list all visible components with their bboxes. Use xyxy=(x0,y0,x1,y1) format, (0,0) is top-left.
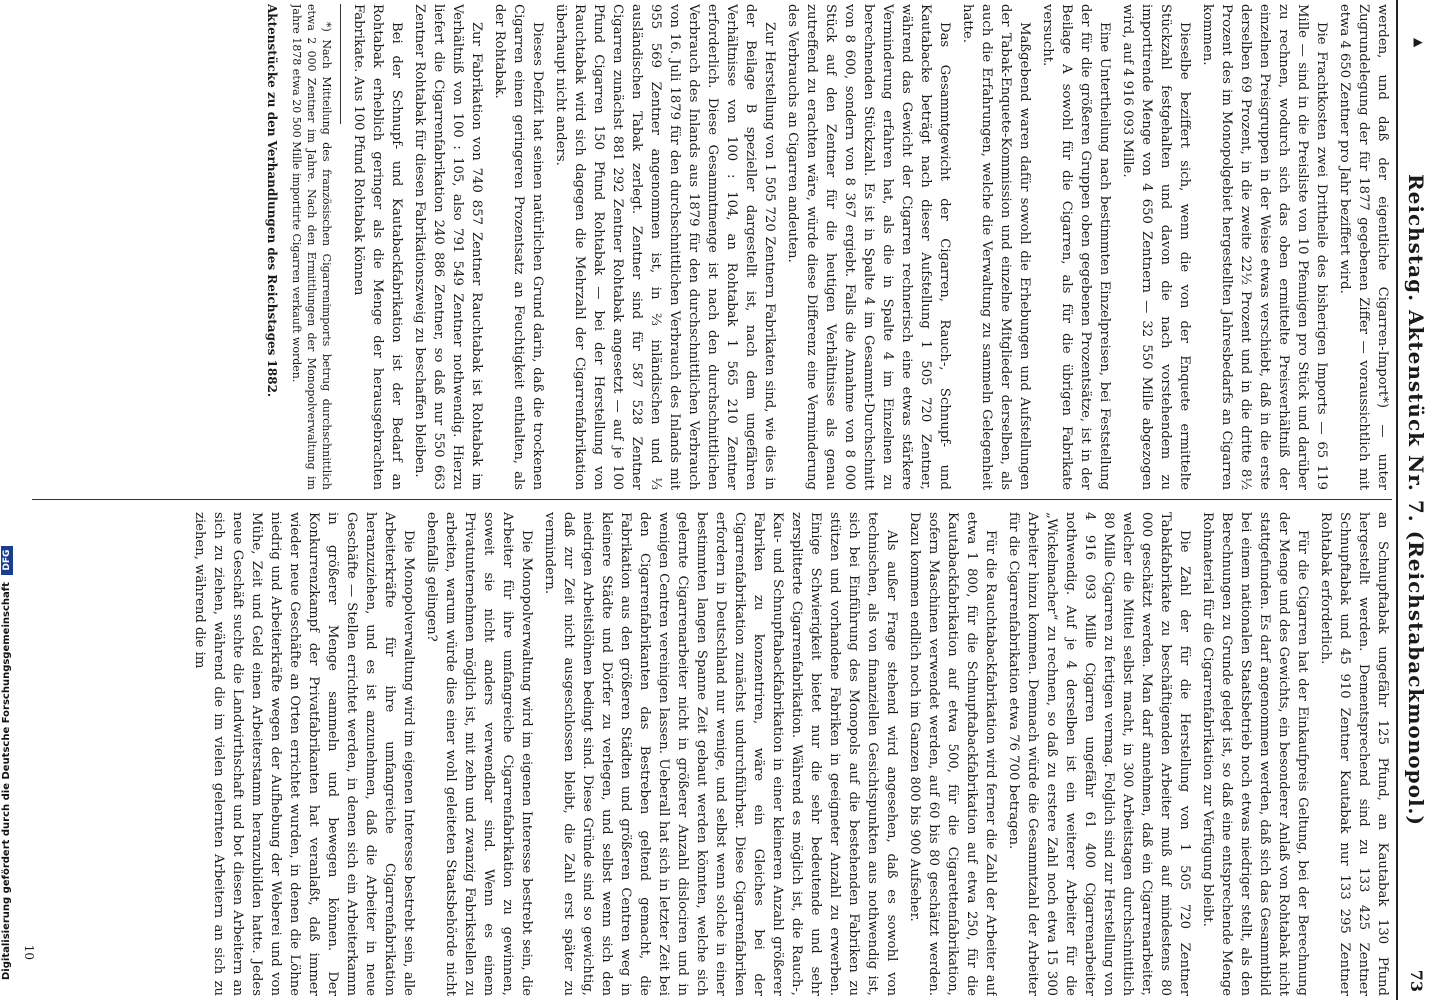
paragraph: Die Frachtkosten zwei Drittheile des bisherigen Imports — 65 119 Mille — sind in die Preisliste von 10 Pfennigen pro Stück und darüber zu rechnen, wodurch sich das oben ermittelte Preisverhältniß der einzelnen Preisgruppen in der Weise etwas verschiebt, daß in die erste derselben 69 Prozent, in die zweite 22½ Prozent und in die dritte 8½ Prozent des im Monopolgebiet hergestellten Jahresbedarfs an Cigarren kommen. xyxy=(1200,4,1329,490)
right-column xyxy=(32,512,1392,996)
page-footer-title: Aktenstücke zu den Verhandlungen des Reichstages 1882. xyxy=(265,4,279,398)
paragraph: Das Gesammtgewicht der Cigarren, Rauch-, Schnupf- und Kautabacke beträgt nach dieser Aufstellung 1 505 720 Zentner, während das Gewicht der Cigarren rechnerisch eine etwas stärkere Verminderung erfahren hat, als die in Spalte 4 im Einzelnen zu berechnenden Stückzahl. Es ist in Spalte 4 im Gesammt-Durchschnitt von 8 600, sondern von 8 367 ergiebt. Falls die Annahme von 8 000 Stück auf den Zentner für die heutigen Verhältnisse als genau zutreffend zu erachten wäre, würde diese Differenz eine Verminderung des Verbrauchs an Cigarren andeuten. xyxy=(785,4,952,490)
paragraph: Für die Cigarren hat der Einkaufpreis Geltung, bei der Berechnung der Menge und des Gewichts, ein besonderer Anlaß von Rohtabak nicht stattgefunden. Es darf angenommen werden, daß sich das Gesammtbild bei einem nationalen Staatsbetrieb noch etwas niedriger stellt, als den Berechnungen zu Grunde gelegt ist, so daß eine entsprechende Menge Rohmaterial für die Cigarrenfabrikation zur Verfügung bleibt. xyxy=(1200,512,1310,996)
paragraph: Für die Rauchtabackfabrikation wird ferner die Zahl der Arbeiter auf etwa 1 800, für die Schnupftabackfabrikation auf etwa 250, für die Kautabackfabrikation auf etwa 500, für die Cigarettenfabrikation, sofern Maschinen verwendet werden, auf 60 bis 80 geschätzt werden. Dazu kommen endlich noch im Ganzen 800 bis 900 Aufseher. xyxy=(907,512,998,996)
paragraph: Dieselbe beziffert sich, wenn die von der Enquete ermittelte Stückzahl festgehalten und davon die nach vorstehendem zu importirende Menge von 4 650 Zentnern — 32 550 Mille abgezogen wird, auf 4 916 093 Mille. xyxy=(1120,4,1192,490)
paragraph: an Schnupftabak ungefähr 125 Pfund, an Kautabak 130 Pfund hergestellt werden. Dementsprechend sind zu 133 425 Zentner Schnupftabak und 45 910 Zentner Kautabak nur 133 295 Zentner Rohtabak erforderlich. xyxy=(1318,512,1390,996)
left-column xyxy=(32,4,1392,490)
paragraph: Die Monopolverwaltung wird im eigenen Interesse bestrebt sein, die Arbeiter für ihre umfangreiche Cigarrenfabrikation zu gewinnen, soweit sie nicht anders verwendbar sind. Wenn es einem Privatunternehmen möglich ist, mit zehn und zwanzig Fabrikstellen zu arbeiten, warum würde dies einer wohl geleiteten Staatsbehörde nicht ebenfalls gelingen? xyxy=(424,512,534,996)
paragraph: Dieses Defizit hat seinen natürlichen Grund darin, daß die trockenen Cigarren einen geringeren Prozentsatz an Feuchtigkeit enthalten, als der Rohtabak. xyxy=(492,4,545,490)
footnote-rule xyxy=(340,4,341,124)
header-mark: ▲ xyxy=(1412,38,1426,48)
page-footer-number: 10 xyxy=(22,944,36,960)
paragraph: Als außer Frage stehend wird angesehen, daß es sowohl von technischen, als von finanziellen Gesichtspunkten aus nothwendig ist, sich bei Einführung des Monopols auf die bestehenden Fabriken zu stützen und vorhandene Fabriken in geeigneter Anzahl zu erwerben. Einige Schwierigkeit bietet nur die sehr bedeutende und sehr zersplitterte Cigarrenfabrikation. Während es möglich ist, die Rauch-, Kau- und Schnupftabackfabrikation in einer kleineren Anzahl größerer Fabriken zu konzentriren, wäre ein Gleiches bei der Cigarrenfabrikation zunächst undurchführbar. Diese Cigarrenfabriken erfordern in Deutschland nur wenige, und selbst wenn solche in einer bestimmten langen Spanne Zeit gebaut werden könnten, welche sich gelernte Cigarrenarbeiter nicht in größerer Anzahl dislociren und in wenigen Centren vereinigen lassen. Ueberall hat sich in letzter Zeit bei den Cigarrenfabrikanten das Bestreben geltend gemacht, die Fabrikation aus den größeren Städten und größeren Centren weg in kleinere Städte und Dörfer zu verlegen, und selbst wenn sich den niedrigen Arbeitslöhnen bedingt sind. Diese Gründe sind so gewichtig, daß zur Zeit nicht ausgeschlossen bleibt, die Zahl erst später zu vermindern. xyxy=(542,512,899,996)
header-title: Reichstag. Aktenstück Nr. 7. (Reichstabackmonopol.) xyxy=(1404,174,1428,826)
digitization-credit xyxy=(1,546,13,980)
header-page-number: 73 xyxy=(1407,969,1426,992)
page-header xyxy=(1396,0,1432,1000)
text-columns xyxy=(22,0,1392,1000)
digitization-credit-text: Digitalisierung gefördert durch die Deutsche Forschungsgemeinschaft xyxy=(1,582,12,980)
paragraph: Zur Herstellung von 1 505 720 Zentnern Fabrikaten sind, wie dies in der Beilage B spezieller dargestellt ist, nach dem ungefähren Verhältnisse von 100 : 104, an Rohtabak 1 565 210 Zentner erforderlich. Diese Gesammtmenge ist nach den durchschnittlichen Verbrauch des Inlands aus 1879 für den durchschnittlichen Verbrauch von 16. Juli 1879 für den durchschnittlichen Verbrauch des Inlands mit 955 569 Zentner angenommen ist, in ⅔ inländischen und ⅓ ausländischen Tabak zerlegt. Zentner sind für 587 528 Zentner Cigarren zunächst 881 292 Zentner Rohtabak angesetzt — auf je 100 Pfund Cigarren 150 Pfund Rohtabak — bei der Herstellung von Rauchtabak wird sich dagegen die Mehrzahl der Cigarrenfabrikation überhaupt nicht anders. xyxy=(553,4,777,490)
column-divider xyxy=(32,499,1392,500)
paragraph: Maßgebend waren dafür sowohl die Erhebungen und Aufstellungen der Tabak-Enquete-Kommission und einzelne Mitglieder derselben, als auch die Erfahrungen, welche die Verwaltung zu sammeln Gelegenheit hatte. xyxy=(960,4,1032,490)
paragraph: Die Zahl der für die Herstellung von 1 505 720 Zentner Tabakfabrikate zu beschäftigenden Arbeiter muß auf mindestens 80 000 geschätzt werden. Man darf annehmen, daß ein Cigarrenarbeiter, welcher die Mittel selbst macht, in 300 Arbeitstagen durchschnittlich 80 Mille Cigarren zu fertigen vermag. Folglich sind zur Herstellung von 4 916 093 Mille Cigarren ungefähr 61 400 Cigarrenarbeiter nothwendig. Auf je 4 derselben ist ein weiterer Arbeiter für die „Wickelmacher“ zu rechnen, so daß zu erstere Zahl noch etwa 15 300 Arbeiter hinzu kommen. Demnach würde die Gesammtzahl der Arbeiter für die Cigarrenfabrikation etwa 76 700 betragen. xyxy=(1006,512,1192,996)
scanned-page xyxy=(22,0,1432,1000)
paragraph: Bei der Schnupf- und Kautabackfabrikation ist der Bedarf an Rohtabak erheblich geringer als die Menge der herausgebrachten Fabrikate. Aus 100 Pfund Rohtabak können xyxy=(351,4,404,490)
paragraph: werden, und daß der eigentliche Cigarren-Import*) — unter Zugrundelegung der für 1877 gegebenen Ziffer — voraussichtlich mit etwa 4 650 Zentner pro Jahr beziffert wird. xyxy=(1337,4,1390,490)
footnote: *) Nach Mitteilung des französischen Cigarrenimports betrug durchschnittlich etwa 2 000 Zentner im Jahre. Nach den Ermittlungen der Monopolverwaltung im Jahre 1878 etwa 20 500 Mille importirte Cigarren verkauft worden. xyxy=(290,4,333,490)
paragraph: Eine Untertheilung nach bestimmten Einzelpreisen, bei Feststellung der für die größeren Gruppen oben gegebenen Prozentsätze, ist in der Beilage A sowohl für die Cigarren, als für die übrigen Fabrikate versucht. xyxy=(1040,4,1112,490)
scanned-page-frame xyxy=(22,0,1432,1000)
digitization-side-strip xyxy=(0,0,18,1000)
paragraph: Zur Fabrikation von 740 857 Zentner Rauchtabak ist Rohtabak im Verhältniß von 100 : 105, also 791 549 Zentner nothwendig. Hierzu liefert die Cigarrenfabrikation 240 886 Zentner, so daß nur 550 663 Zentner Rohtabak für diesen Fabrikationszweig zu beschaffen bleiben. xyxy=(412,4,484,490)
dfg-logo: DFG xyxy=(1,546,13,575)
paragraph: Die Monopolverwaltung wird im eigenen Interesse bestrebt sein, alle Arbeiterkräfte für ihre umfangreiche Cigarrenfabrikation heranzuziehen, und es ist anzunehmen, daß die Arbeiter in neue Geschäfte — Stellen errichtet werden, in denen sich ein Arbeiterkamm in größerer Menge sammeln und bewegen können. Der Konkurrenzkampf der Privatfabrikanten hat veranlaßt, daß immer wieder neue Geschäfte an Orten errichtet wurden, in denen die Löhne niedrig und Arbeiterkräfte wegen der Aufhebung der Weberei und von Mühe, Zeit und Geld einen Arbeiterstamm heranzubilden hatte. Jedes neue Geschäft suchte die Landwirthschaft und bot diesen Arbeitern an sich zu ziehen, während die im vielen gelernten Arbeitern an sich zu ziehen, während die im xyxy=(192,512,416,996)
